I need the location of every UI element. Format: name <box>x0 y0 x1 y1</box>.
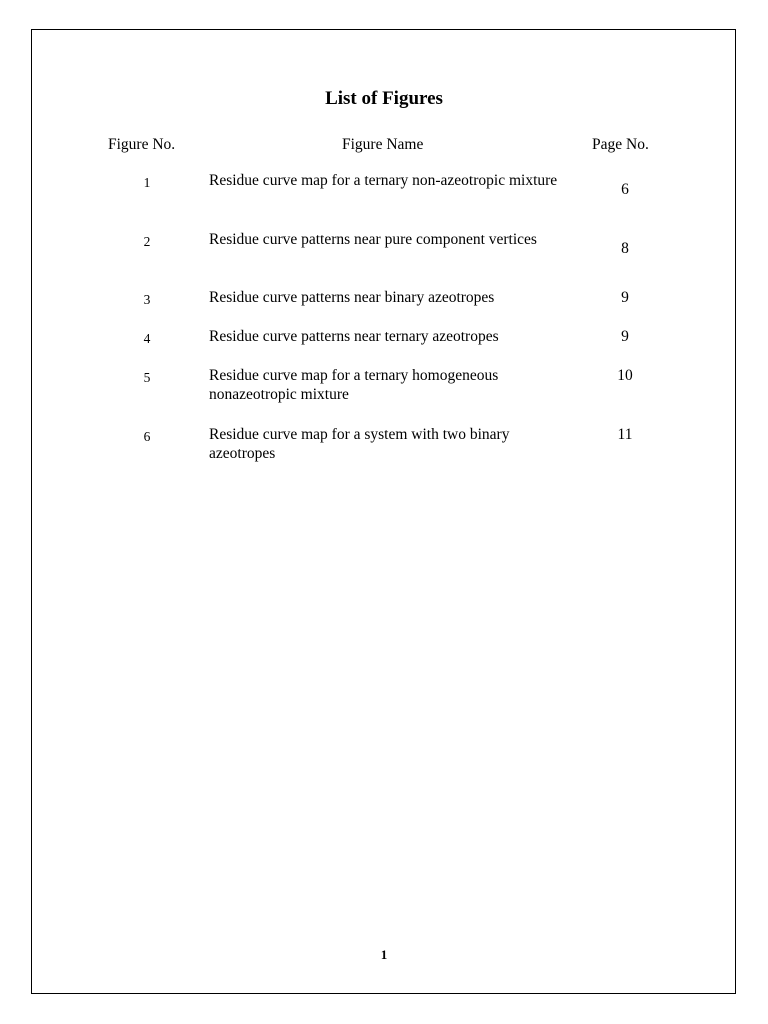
figure-number: 2 <box>143 234 151 249</box>
figure-number: 4 <box>143 331 151 346</box>
figure-name: Residue curve patterns near pure component vertices <box>209 231 537 248</box>
column-header-figure-no: Figure No. <box>108 136 176 153</box>
page-title: List of Figures <box>325 88 443 109</box>
page-reference: 10 <box>617 367 633 384</box>
figure-number: 6 <box>143 429 151 444</box>
figure-name: Residue curve map for a system with two binary azeotropes <box>209 426 510 462</box>
figure-name: Residue curve map for a ternary homogeneous nonazeotropic mixture <box>209 367 499 403</box>
column-header-page-no: Page No. <box>592 136 649 153</box>
page-reference: 9 <box>621 289 629 306</box>
page-reference: 11 <box>617 426 633 443</box>
figure-name: Residue curve patterns near ternary azeotropes <box>209 328 499 345</box>
figure-number: 1 <box>143 175 151 190</box>
page-number: 1 <box>380 947 388 962</box>
figure-number: 3 <box>143 292 151 307</box>
column-header-figure-name: Figure Name <box>342 136 424 153</box>
figure-name: Residue curve patterns near binary azeotropes <box>209 289 495 306</box>
figure-number: 5 <box>143 370 151 385</box>
figure-name: Residue curve map for a ternary non-azeotropic mixture <box>209 172 558 189</box>
page-reference: 9 <box>621 328 629 345</box>
page-reference: 8 <box>621 240 629 257</box>
page-reference: 6 <box>621 181 629 198</box>
